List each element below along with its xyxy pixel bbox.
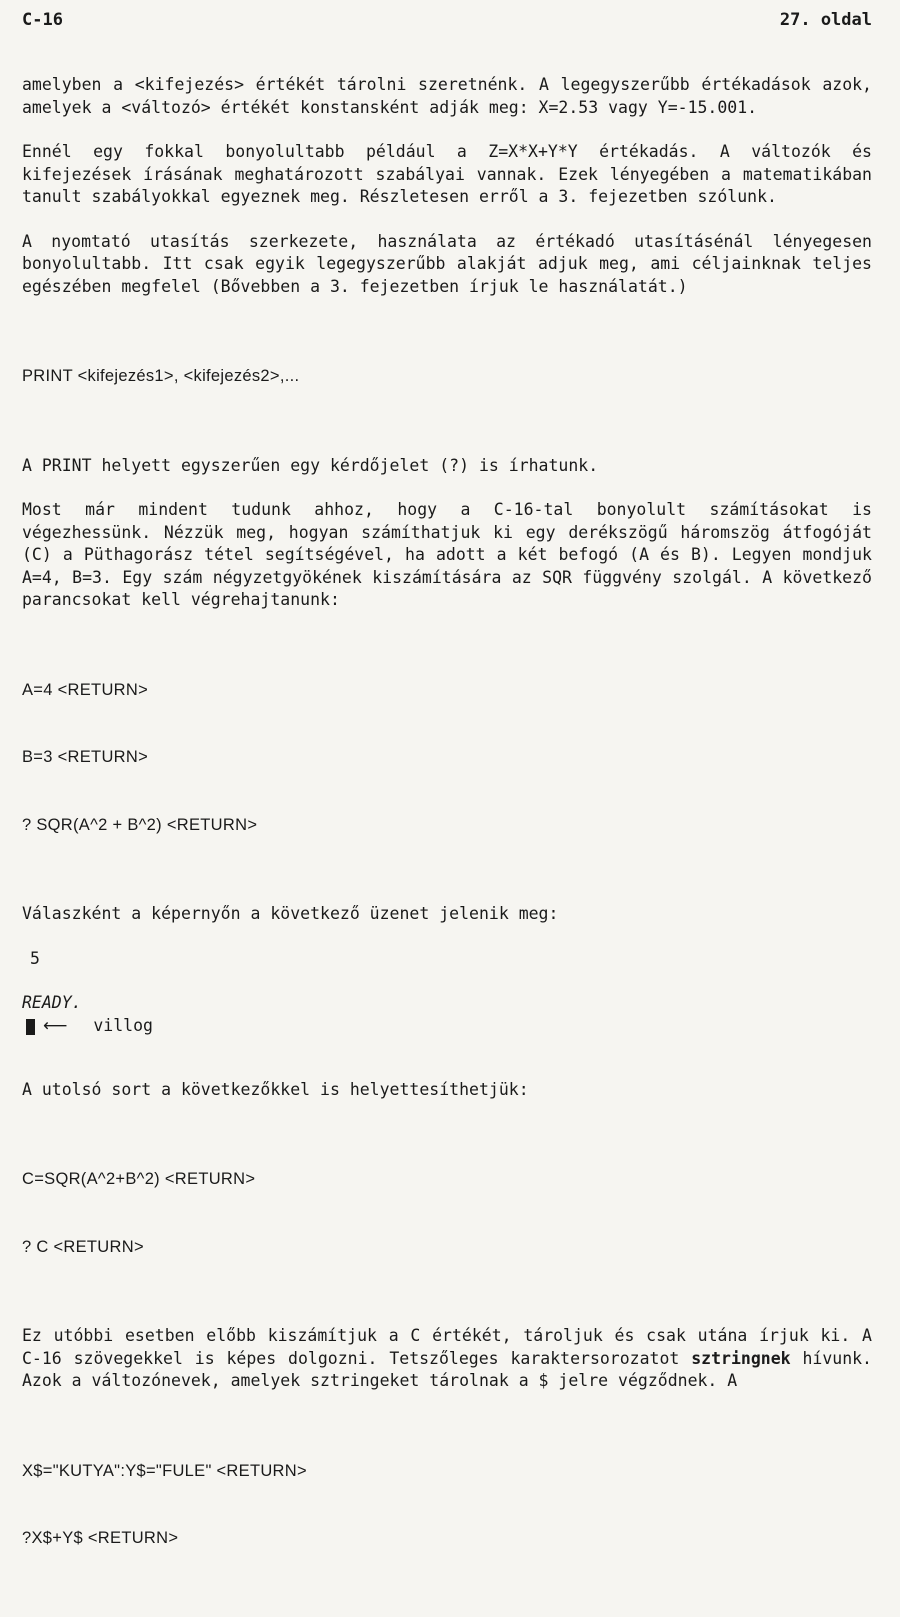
- arrow-left-icon: ⟵: [43, 1016, 68, 1037]
- page-header: [22, 10, 872, 34]
- code-block-commands: [22, 634, 872, 882]
- code-line: PRINT <kifejezés1>, <kifejezés2>,...: [22, 367, 300, 385]
- cursor-block-icon: [26, 1019, 35, 1035]
- paragraph-replace: A utolsó sort a következőkkel is helyettesíthetjük:: [22, 1079, 529, 1099]
- text-run: Ez utóbbi esetben előbb kiszámítjuk a C értékét, tároljuk és csak utána írjuk ki. A C-16 szövegekkel is képes dolgozni. Tetszőleges karaktersorozatot: [22, 1326, 872, 1368]
- code-block-strings: [22, 1415, 872, 1595]
- bold-term: sztringnek: [691, 1348, 791, 1368]
- code-line: X$="KUTYA":Y$="FULE" <RETURN>: [22, 1461, 307, 1480]
- paragraph-print-statement: A nyomtató utasítás szerkezete, használata az értékadó utasításénál lényegesen bonyolultabb. Itt csak egyik legegyszerűbb alakját adjuk meg, ami céljainknak teljes egészében megfelel (Bővebben a 3. fejezetben írjuk le használatát.): [22, 231, 872, 296]
- code-line: C=SQR(A^2+B^2) <RETURN>: [22, 1170, 256, 1188]
- page-body: [22, 74, 872, 1617]
- screen-result: 5: [30, 948, 40, 968]
- code-line: A=4 <RETURN>: [22, 680, 149, 699]
- code-line: B=3 <RETURN>: [22, 748, 149, 766]
- code-line: ?X$+Y$ <RETURN>: [22, 1529, 179, 1547]
- code-line: ? C <RETURN>: [22, 1237, 144, 1256]
- cursor-line: [22, 1015, 872, 1039]
- chapter-code: C-16: [22, 10, 63, 30]
- print-syntax: [22, 320, 872, 433]
- paragraph-pythagoras: Most már mindent tudunk ahhoz, hogy a C-16-tal bonyolult számításokat is végezhessünk. Nézzük meg, hogyan számíthatjuk ki egy derékszögű háromszög átfogóját (C) a Püthagorász tétel segítségével, ha adott a két befogó (A és B). Legyen mondjuk A=4, B=3. Egy szám négyzetgyökének kiszámítására az SQR függvény szolgál. A következő parancsokat kell végrehajtanunk:: [22, 500, 872, 609]
- code-line: ? SQR(A^2 + B^2) <RETURN>: [22, 815, 258, 834]
- paragraph-strings: [22, 1325, 872, 1393]
- ready-prompt: READY.: [22, 993, 82, 1012]
- cursor-note: villog: [93, 1016, 153, 1036]
- paragraph-question-mark: A PRINT helyett egyszerűen egy kérdőjelet (?) is írhatunk.: [22, 455, 599, 475]
- paragraph-response: Válaszként a képernyőn a következő üzenet jelenik meg:: [22, 904, 559, 923]
- page-number: 27. oldal: [779, 10, 872, 30]
- paragraph-complex-assignment: Ennél egy fokkal bonyolultabb például a Z=X*X+Y*Y értékadás. A változók és kifejezések írásának meghatározott szabályai vannak. Ezek lényegében a matematikában tanult szabályokkal egyeznek meg. Részletesen erről a 3. fejezetben szólunk.: [22, 142, 872, 206]
- paragraph-assignment-intro: amelyben a <kifejezés> értékét tárolni szeretnénk. A legegyszerűbb értékadások azok, amelyek a <változó> értékét konstansként adják meg: X=2.53 vagy Y=-15.001.: [22, 75, 872, 117]
- text-run: hívunk. Azok a változónevek, amelyek sztringeket tárolnak a $ jelre végződnek. A: [22, 1348, 872, 1390]
- code-block-alternative: [22, 1123, 872, 1303]
